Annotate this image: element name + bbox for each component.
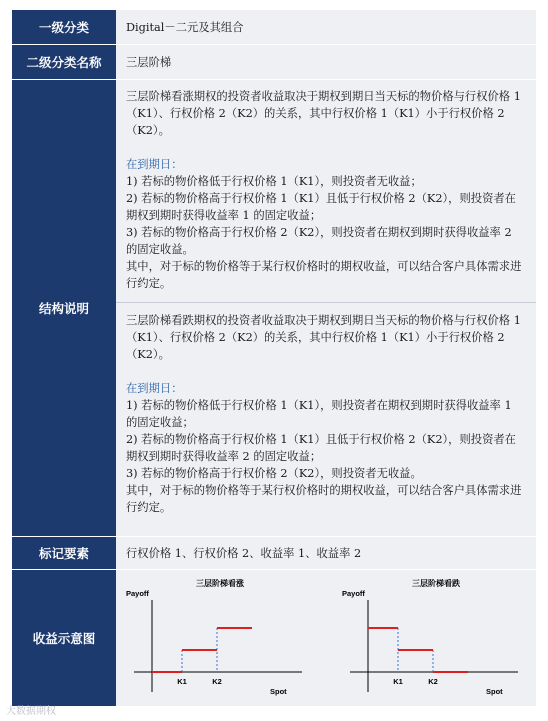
level1-value: Digital－二元及其组合: [116, 10, 536, 44]
put-item: 2) 若标的物价格高于行权价格 1（K1）且低于行权价格 2（K2），则投资者在期权到期时获得收益率 2 的固定收益；: [126, 433, 516, 463]
put-expiry-title: 在到期日：: [126, 382, 183, 395]
divider: [116, 302, 536, 303]
put-note: 其中，对于标的物价格等于某行权价格时的期权收益，可以结合客户具体需求进行约定。: [126, 484, 522, 514]
watermark-text: 大数据期权: [6, 706, 56, 717]
row-level1: [12, 10, 536, 45]
payoff-header: 收益示意图: [12, 570, 116, 706]
structure-body: [116, 80, 536, 536]
row-level2: [12, 45, 536, 80]
level2-value: 三层阶梯: [116, 45, 536, 79]
call-note: 其中，对于标的物价格等于某行权价格时的期权收益，可以结合客户具体需求进行约定。: [126, 260, 522, 290]
row-structure: [12, 80, 536, 537]
row-payoff: [12, 570, 536, 707]
product-table: [12, 10, 536, 707]
call-intro: 三层阶梯看涨期权的投资者收益取决于期权到期日当天标的物价格与行权价格 1（K1）、行权价格 2（K2）的关系，其中行权价格 1（K1）小于行权价格 2（K2）。: [126, 90, 521, 137]
put-item: 1) 若标的物价格低于行权价格 1（K1），则投资者在期权到期时获得收益率 1 的固定收益；: [126, 399, 512, 429]
k1-label: K1: [177, 677, 187, 686]
call-item: 3) 若标的物价格高于行权价格 2（K2），则投资者在期权到期时获得收益率 2 的固定收益。: [126, 226, 512, 256]
call-expiry-title: 在到期日：: [126, 158, 183, 171]
elements-value: 行权价格 1、行权价格 2、收益率 1、收益率 2: [116, 537, 536, 569]
row-elements: [12, 537, 536, 570]
call-item: 1) 若标的物价格低于行权价格 1（K1），则投资者无收益；: [126, 175, 422, 188]
chart-title: 三层阶梯看涨: [196, 579, 244, 588]
put-intro: 三层阶梯看跌期权的投资者收益取决于期权到期日当天标的物价格与行权价格 1（K1）、行权价格 2（K2）的关系，其中行权价格 1（K1）小于行权价格 2（K2）。: [126, 314, 521, 361]
call-item: 2) 若标的物价格高于行权价格 1（K1）且低于行权价格 2（K2），则投资者在期权到期时获得收益率 1 的固定收益；: [126, 192, 516, 222]
put-payoff-chart: [336, 572, 536, 704]
chart-title: 三层阶梯看跌: [412, 579, 460, 588]
x-axis-label: Spot: [486, 687, 503, 696]
k1-label: K1: [393, 677, 403, 686]
put-item: 3) 若标的物价格高于行权价格 2（K2），则投资者无收益。: [126, 467, 422, 480]
y-axis-label: Payoff: [126, 589, 149, 598]
k2-label: K2: [428, 677, 438, 686]
level2-header: 二级分类名称: [12, 45, 116, 79]
level1-header: 一级分类: [12, 10, 116, 44]
k2-label: K2: [212, 677, 222, 686]
elements-header: 标记要素: [12, 537, 116, 569]
payoff-cell: [116, 570, 536, 706]
call-payoff-chart: [120, 572, 320, 704]
structure-header: 结构说明: [12, 80, 116, 536]
y-axis-label: Payoff: [342, 589, 365, 598]
x-axis-label: Spot: [270, 687, 287, 696]
